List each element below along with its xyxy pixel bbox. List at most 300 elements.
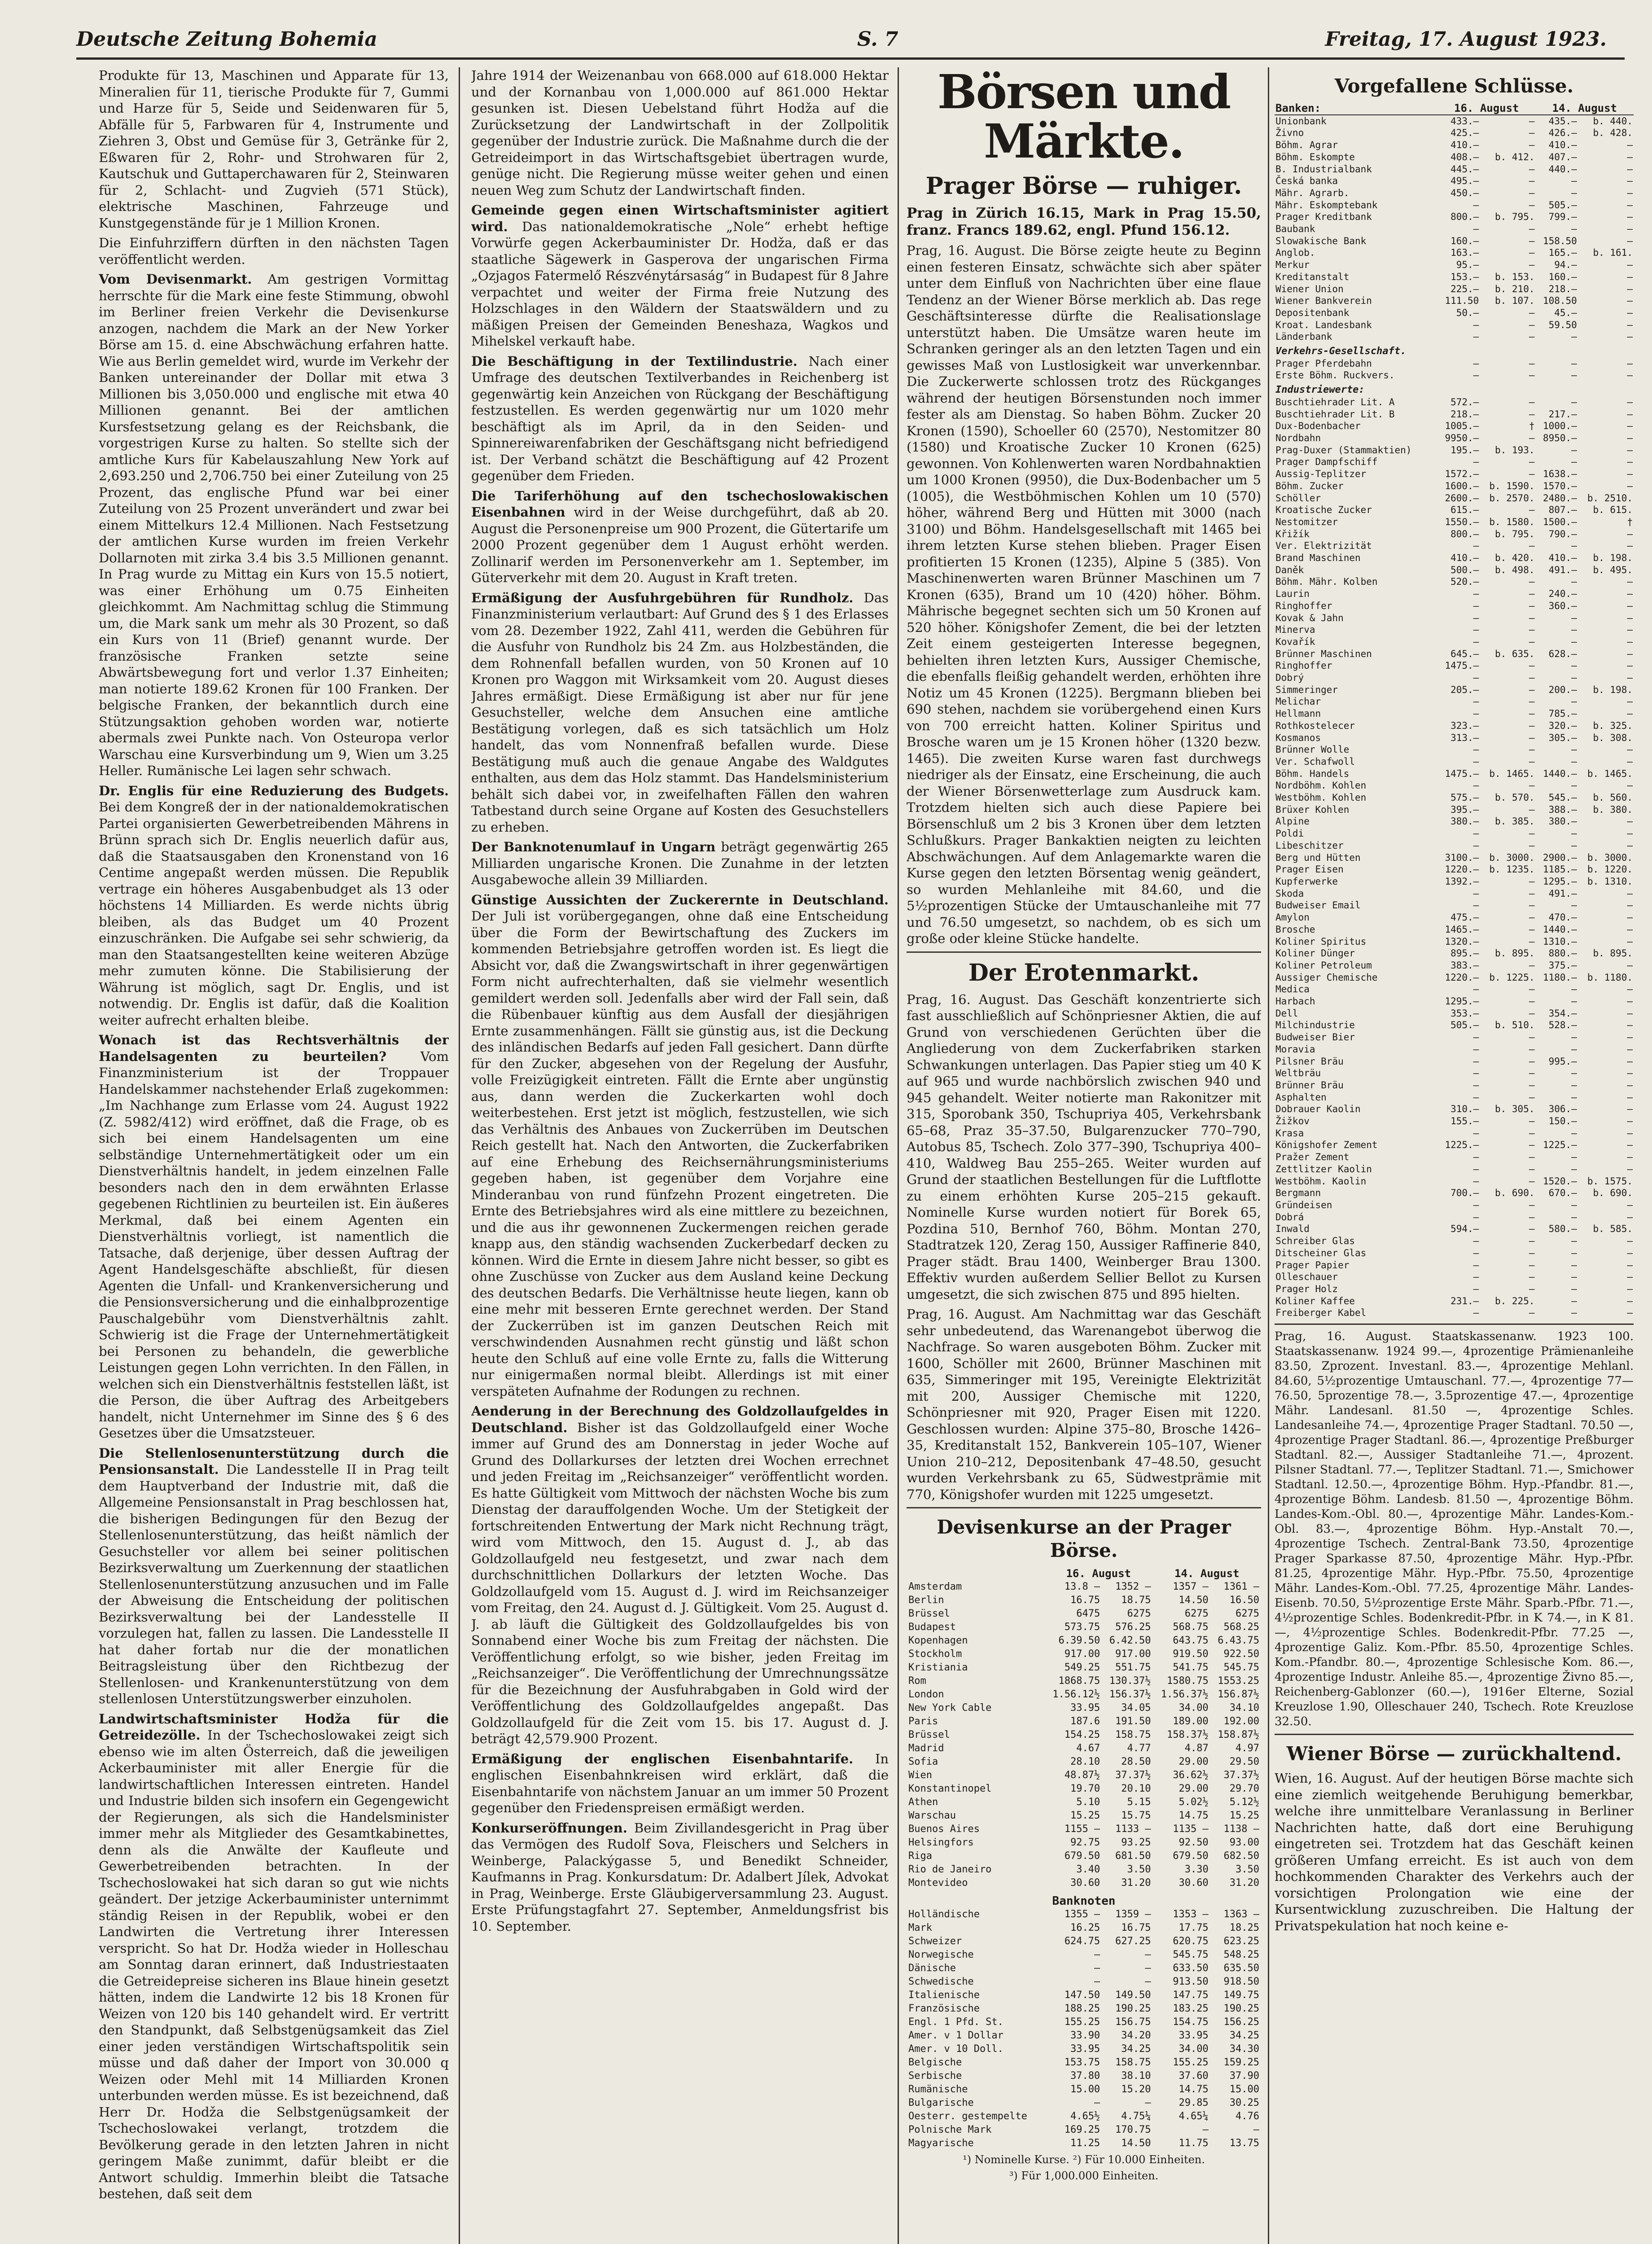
table-row — [1275, 756, 1634, 768]
row-value: 799.— — [1548, 211, 1577, 223]
row-label: Zettlitzer Kaolin — [1275, 1163, 1372, 1175]
row-label: Aussiger Chemische — [1275, 972, 1378, 983]
table-row — [1275, 684, 1634, 696]
row-label: Belgische — [908, 2057, 962, 2068]
row-value: — — [1473, 840, 1479, 851]
table-row — [1275, 1008, 1634, 1020]
row-value: 800.— — [1450, 211, 1479, 223]
row-label: Kristiania — [908, 1662, 968, 1673]
row-value: — — [1627, 224, 1633, 235]
row-label: Prager Pferdebahn — [1275, 358, 1372, 369]
column-3 — [907, 67, 1261, 2244]
row-value: — — [1571, 900, 1577, 911]
table-row — [1275, 815, 1634, 828]
row-label: Depositenbank — [1275, 307, 1350, 318]
row-value: — — [1145, 1963, 1151, 1974]
row-value: — — [1473, 984, 1479, 995]
article-heading: Die Stellenlosenunterstützung durch die Pensionsanstalt. — [99, 1445, 449, 1477]
divider — [907, 951, 1261, 953]
article-heading: Der Banknotenumlauf in Ungarn — [471, 839, 716, 855]
table-row — [1275, 1295, 1634, 1307]
table-row — [907, 1796, 1261, 1809]
row-value: — — [1529, 247, 1535, 259]
row-label: Bergmann — [1275, 1188, 1321, 1199]
row-value: — — [1627, 780, 1633, 791]
row-value: b. 1225. — [1489, 972, 1535, 983]
row-value: 169.25 — [1064, 2124, 1100, 2135]
row-value: b. 495. — [1593, 564, 1633, 575]
table-row — [907, 1935, 1261, 1948]
row-value: — — [1627, 588, 1633, 600]
row-value: 9950.— — [1445, 432, 1479, 443]
row-value: b. 1465. — [1489, 768, 1535, 779]
row-label: Kreditanstalt — [1275, 271, 1350, 282]
table-row — [907, 2083, 1261, 2096]
table-section-row — [1275, 343, 1634, 358]
stock-rows — [1275, 115, 1634, 343]
article-text: Das nationaldemokratische „Nole“ erhebt heftige Vorwürfe gegen Ackerbauminister Dr. Hodža, daß er das staatliche Sägewerk in Gasperova der ungarischen Firma „Ozjagos Fatermelő Részvénytársaság“ in Budapest für 8 Jahre verpachtet und weiter der Firma freie Nutzung des Holzschlages in den Wäldern der Staatswäldern und zu mäßigen Preisen der Gemeinden Beneshaza, Wagkos und Mihelskel verkauft habe. — [471, 219, 889, 349]
row-value: b. 2510. — [1587, 492, 1633, 504]
row-value: 156.37½ — [1109, 1689, 1151, 1700]
table-row — [907, 2016, 1261, 2029]
row-value: 323.— — [1450, 720, 1479, 731]
row-value: — — [1529, 224, 1535, 235]
row-value: 643.75 — [1173, 1635, 1209, 1646]
row-value: 191.50 — [1115, 1716, 1151, 1727]
row-label: Dell — [1275, 1008, 1298, 1019]
row-value: 1138 — — [1223, 1823, 1259, 1835]
row-value: — — [1529, 576, 1535, 587]
row-label: Westböhm. Kohlen — [1275, 792, 1367, 803]
row-value: 1363 — — [1223, 1909, 1259, 1920]
table-row — [1275, 588, 1634, 600]
table-row — [907, 1769, 1261, 1782]
table-row — [907, 1661, 1261, 1674]
row-label: Brand Maschinen — [1275, 552, 1361, 564]
row-value: 130.37½ — [1109, 1675, 1151, 1687]
row-value: — — [1145, 2097, 1151, 2108]
article-heading: Ermäßigung der Ausfuhrgebühren für Rundholz. — [471, 590, 854, 605]
row-value: 34.05 — [1121, 1702, 1151, 1714]
row-value: 995.— — [1548, 1056, 1577, 1067]
table-row — [1275, 408, 1634, 421]
row-value: — — [1473, 1152, 1479, 1163]
table-row — [1275, 780, 1634, 792]
article-headline: Der Erotenmarkt. — [968, 959, 1200, 986]
row-label: Kovařík — [1275, 636, 1315, 647]
article-text: Die Landesstelle II in Prag teilt dem Hauptverband der Industrie mit, daß die Allgemeine Pensionsanstalt in Prag beschlossen hat, die bisherigen Bedingungen für den Bezug der Stellenlosenunterstützung, das heißt nämlich der Gesuchsteller vor allem bei seiner politischen Bezirksverwaltung um Zuerkennung der staatlichen Stellenlosenunterstützung anzusuchen und im Falle der Abweisung die Entscheidung der politischen Bezirksverwaltung bei der Landesstelle II vorzulegen hat, fallen zu lassen. Die Landesstelle II hat daher fortab nur die der monatlichen Beitragsleistung über den Richtbezug der Stellenlosen- und Krankenunterstützung von dem stellenlosen Unterstützungswerber einzuholen. — [99, 1462, 449, 1706]
row-value: — — [1627, 1199, 1633, 1210]
row-label: Moravia — [1275, 1043, 1315, 1055]
row-value: — — [1627, 1079, 1633, 1091]
row-value: — — [1529, 1116, 1535, 1127]
row-value: 1572.— — [1445, 469, 1479, 480]
row-value: 4.76 — [1236, 2111, 1259, 2122]
row-value: — — [1571, 396, 1577, 408]
row-value: — — [1529, 1223, 1535, 1235]
row-value: — — [1627, 984, 1633, 995]
row-label: Rio de Janeiro — [908, 1864, 992, 1875]
row-value: — — [1529, 1032, 1535, 1043]
row-label: Schweizer — [908, 1936, 962, 1947]
row-value: 395.— — [1450, 804, 1479, 815]
row-label: Berg und Hütten — [1275, 852, 1361, 863]
stock-rows — [1275, 358, 1634, 381]
article-headline: Wiener Börse — zurückhaltend. — [1286, 1743, 1622, 1765]
row-value: — — [1627, 456, 1633, 468]
row-value: 470.— — [1548, 912, 1577, 923]
table-row — [1275, 1187, 1634, 1199]
table-row — [1275, 283, 1634, 295]
row-value: 158.37½ — [1166, 1729, 1209, 1740]
row-value: 1155 — — [1064, 1823, 1100, 1835]
row-value: — — [1627, 187, 1633, 198]
row-value: 545.75 — [1223, 1662, 1259, 1673]
row-value: — — [1529, 732, 1535, 743]
row-value: b. 210. — [1494, 283, 1535, 294]
row-value: 92.75 — [1070, 1837, 1100, 1848]
row-value: b. 161. — [1593, 247, 1633, 259]
row-value: — — [1627, 140, 1633, 151]
table-row — [1275, 1259, 1634, 1271]
running-header — [76, 22, 1625, 60]
table-footnote: ¹) Nominelle Kurse. ²) Für 10.000 Einheiten. — [963, 2153, 1205, 2166]
row-value: b. 895. — [1593, 948, 1633, 959]
table-section-row — [1275, 381, 1634, 396]
row-label: Böhm. Eskompte — [1275, 151, 1355, 162]
row-value: 5.15 — [1127, 1797, 1151, 1808]
row-label: Helsingfors — [908, 1837, 974, 1848]
row-value: 313.— — [1450, 732, 1479, 743]
table-section-title: Banknoten — [1052, 1894, 1116, 1908]
row-value: b. 420. — [1494, 552, 1535, 564]
row-value: 310.— — [1450, 1104, 1479, 1115]
table-row — [1275, 1103, 1634, 1115]
row-value: — — [1473, 1211, 1479, 1223]
row-value: — — [1473, 588, 1479, 600]
table-row — [1275, 1043, 1634, 1056]
row-value: 620.75 — [1173, 1936, 1209, 1947]
row-label: Wiener Union — [1275, 283, 1344, 294]
row-label: Kupferwerke — [1275, 876, 1338, 887]
row-value: 410.— — [1548, 552, 1577, 564]
row-value: — — [1627, 295, 1633, 307]
row-value: b. 325. — [1593, 720, 1633, 731]
row-value: — — [1571, 1283, 1577, 1294]
row-value: 48.87½ — [1064, 1770, 1100, 1781]
row-label: Stockholm — [908, 1648, 962, 1660]
row-value: — — [1627, 1295, 1633, 1306]
row-value: — — [1627, 331, 1633, 342]
row-value: b. 428. — [1593, 127, 1633, 139]
row-label: Ver. Schafwoll — [1275, 756, 1355, 767]
row-value: — — [1571, 358, 1577, 369]
row-value: — — [1529, 900, 1535, 911]
row-value: 635.50 — [1223, 1963, 1259, 1974]
row-value: — — [1627, 1307, 1633, 1319]
row-value: 187.6 — [1070, 1716, 1100, 1727]
row-value: — — [1627, 924, 1633, 935]
row-label: Krasa — [1275, 1127, 1304, 1139]
row-label: Oesterr. gestempelte — [908, 2111, 1027, 2122]
row-value: b. 585. — [1593, 1223, 1633, 1235]
article-text: beträgt gegenwärtig 265 Milliarden ungarische Kronen. Die Zunahme in der letzten Ausgabewoche allein 39 Milliarden. — [471, 839, 889, 887]
table-row — [1275, 804, 1634, 816]
row-label: Dux-Bodenbacher — [1275, 421, 1361, 432]
row-value: 375.— — [1548, 960, 1577, 971]
row-value: — — [1529, 996, 1535, 1007]
row-label: Brünner Bräu — [1275, 1079, 1344, 1091]
row-value: — — [1529, 708, 1535, 719]
row-label: Weltbräu — [1275, 1068, 1321, 1079]
row-value: 1357 — — [1173, 1581, 1209, 1592]
row-label: Dobrá — [1275, 1211, 1304, 1223]
row-value: — — [1627, 660, 1633, 671]
row-value: 360.— — [1548, 600, 1577, 611]
row-value: — — [1529, 235, 1535, 246]
row-value: 4.77 — [1127, 1743, 1151, 1754]
row-value: — — [1529, 370, 1535, 381]
row-value: — — [1094, 2097, 1100, 2108]
row-value: 1352 — — [1115, 1581, 1151, 1592]
row-value: — — [1627, 1140, 1633, 1151]
row-value: 34.10 — [1229, 1702, 1259, 1714]
row-value: — — [1627, 816, 1633, 827]
row-value: — — [1627, 636, 1633, 647]
row-label: Koliner Kaffee — [1275, 1295, 1355, 1306]
row-value: — — [1529, 1127, 1535, 1139]
row-value: — — [1529, 660, 1535, 671]
table-row — [1275, 528, 1634, 540]
table-row — [1275, 852, 1634, 864]
row-label: Nestomitzer — [1275, 516, 1338, 527]
row-value: 11.75 — [1179, 2138, 1209, 2149]
row-value: 1570.— — [1542, 480, 1577, 491]
row-value: — — [1473, 1247, 1479, 1258]
row-value: 50.— — [1456, 307, 1479, 318]
row-label: Amer. v 1 Dollar — [908, 2030, 1003, 2041]
row-value: — — [1529, 804, 1535, 815]
row-value: b. 305. — [1494, 1104, 1535, 1115]
row-value: — — [1627, 936, 1633, 947]
row-value: — — [1529, 1140, 1535, 1151]
table-row — [1275, 358, 1634, 370]
table-row — [1275, 600, 1634, 612]
row-value: — — [1473, 224, 1479, 235]
table-row — [1275, 420, 1634, 432]
table-row — [1275, 331, 1634, 343]
row-value: — — [1627, 696, 1633, 707]
table-section-title: Industriewerte: — [1275, 384, 1365, 396]
row-value: — — [1202, 2124, 1209, 2135]
row-value: — — [1529, 1271, 1535, 1283]
table-row — [1275, 696, 1634, 708]
row-value: 45.— — [1554, 307, 1577, 318]
row-label: Merkur — [1275, 259, 1310, 271]
row-value: 92.50 — [1179, 1837, 1209, 1848]
article-heading: Günstige Aussichten der Zuckerernte in Deutschland. — [471, 892, 889, 907]
row-label: Prager Dampfschiff — [1275, 456, 1378, 468]
row-value: 14.50 — [1179, 1595, 1209, 1606]
row-value: b. 1590. — [1489, 480, 1535, 491]
row-value: — — [1627, 1236, 1633, 1247]
row-value: 19.70 — [1070, 1783, 1100, 1794]
table-row — [1275, 319, 1634, 331]
divider — [1275, 1324, 1634, 1325]
table-row — [907, 2123, 1261, 2137]
table-row — [1275, 564, 1634, 576]
row-value: — — [1529, 469, 1535, 480]
table-row — [907, 1621, 1261, 1634]
row-value: 33.90 — [1070, 2030, 1100, 2041]
row-value: 16.25 — [1070, 1922, 1100, 1933]
row-value: — — [1571, 1163, 1577, 1175]
row-value: — — [1529, 504, 1535, 516]
row-value: b. 795. — [1494, 528, 1535, 539]
row-value: — — [1473, 888, 1479, 899]
row-value: — — [1529, 876, 1535, 887]
row-value: 633.50 — [1173, 1963, 1209, 1974]
row-value: 1440.— — [1542, 924, 1577, 935]
row-value: — — [1627, 756, 1633, 767]
row-value: — — [1529, 1259, 1535, 1271]
table-row — [907, 1836, 1261, 1850]
row-value: 1185.— — [1542, 864, 1577, 875]
row-value: — — [1627, 1163, 1633, 1175]
table-row — [1275, 1127, 1634, 1140]
row-value: — — [1529, 984, 1535, 995]
row-value: 3100.— — [1445, 852, 1479, 863]
article-paragraph: Prag, 16. August. Am Nachmittag war das Geschäft sehr unbedeutend, das Warenangebot überwog die Nachfrage. So waren ausgeboten Böhm. Zucker mit 1600, Schöller mit 2600, Brünner Maschinen mit 635, Simmeringer mit 195, Vereinigte Elektrizität mit 200, Aussiger Chemische mit 1220, Schönpriesner mit 920, Prager Eisen mit 1220. Geschlossen wurden: Alpine 375–80, Brosche 1426–35, Kreditanstalt 152, Bankverein 105–107, Wiener Union 210–212, Depositenbank 47–48.50, gesucht wurden Verkehrsbank zu 65, Südwestprämie mit 770, Königshofer wurden mit 1225 umgesetzt. — [907, 1306, 1261, 1502]
row-value: — — [1529, 1079, 1535, 1091]
article-text: Bisher ist das Goldzollaufgeld einer Woche immer auf Grund des am Donnerstag in jeder Woche auf Grund des Dollarkurses der letzten drei Wochen errechnet und jeden Freitag im „Reichsanzeiger“ veröffentlicht worden. Es hatte Gültigkeit vom Mittwoch der nächsten Woche bis zum Dienstag der darauffolgenden Woche. Um der Stetigkeit der fortschreitenden Entwertung der Mark nicht Rechnung trägt, wird vom Mittwoch, den 15. August d. J., ab das Goldzollaufgeld neu festgesetzt, und zwar nach dem durchschnittlichen Dollarkurs der letzten Woche. Das Goldzollaufgeld vom 15. August d. J. wird im Reichsanzeiger vom Freitag, den 24. August d. J. Gültigkeit. Vom 25. August d. J. ab läuft die Gültigkeit des Goldzollaufgeldes bis von Sonnabend einer Woche bis zum Freitag der nächsten. Die Veröffentlichung erfolgt, so wie bisher, jeden Freitag im „Reichsanzeiger“. Die Veröffentlichung der Umrechnungssätze für die Bezeichnung der Ausfuhrabgaben in Gold wird der Veröffentlichung des Goldzollaufgeldes angepaßt. Das Goldzollaufgeld für die Zeit vom 15. bis 17. August d. J. beträgt 42,579.900 Prozent. — [471, 1420, 889, 1746]
row-value: — — [1627, 469, 1633, 480]
table-row — [1275, 247, 1634, 259]
article-paragraph: Produkte für 13, Maschinen und Apparate für 13, Mineralien für 11, tierische Produkte für 7, Gummi und Harze für 5, Seide und Seidenwaren für 5, Abfälle für 5, Farbwaren für 4, Instrumente und Ziehren 3, Obst und Gemüse für 3, Getränke für 2, Eßwaren für 2, Rohr- und Strohwaren für 2, Kautschuk und Guttaperchawaren für 2, Steinwaren für 2, Schlacht- und Zugvieh (571 Stück), elektrische Maschinen, Fahrzeuge und Kunstgegenstände für je 1 Million Kronen. — [99, 68, 449, 231]
table-row — [907, 1648, 1261, 1661]
row-value: — — [1473, 1307, 1479, 1319]
row-value: — — [1529, 624, 1535, 636]
table-row — [1275, 912, 1634, 924]
row-label: Olleschauer — [1275, 1271, 1338, 1283]
row-value: 16.50 — [1229, 1595, 1259, 1606]
row-value: 158.50 — [1542, 235, 1577, 246]
row-value: — — [1627, 480, 1633, 491]
row-label: Asphalten — [1275, 1091, 1327, 1103]
row-label: Harbach — [1275, 996, 1315, 1007]
table-row — [1275, 235, 1634, 247]
row-value: 94.— — [1554, 259, 1577, 271]
row-value: — — [1627, 1043, 1633, 1055]
row-value: — — [1529, 1068, 1535, 1079]
row-value: 800.— — [1450, 528, 1479, 539]
row-value: — — [1529, 684, 1535, 695]
row-value: — — [1627, 259, 1633, 271]
table-row — [907, 1921, 1261, 1935]
row-value: 520.— — [1450, 576, 1479, 587]
table-row — [907, 1701, 1261, 1715]
row-value: — — [1571, 1236, 1577, 1247]
table-row — [1275, 1163, 1634, 1175]
row-value: 18.25 — [1229, 1922, 1259, 1933]
table-row — [907, 1975, 1261, 1989]
row-value: 1600.— — [1445, 480, 1479, 491]
row-label: Kovak & Jahn — [1275, 612, 1344, 623]
row-value: — — [1473, 600, 1479, 611]
row-value: — — [1627, 1008, 1633, 1019]
row-value: — — [1529, 115, 1535, 127]
row-value: — — [1627, 744, 1633, 755]
row-value: — — [1529, 331, 1535, 342]
row-value: b. 560. — [1593, 792, 1633, 803]
table-row — [1275, 115, 1634, 127]
divider — [1275, 1734, 1634, 1735]
row-value: — — [1529, 828, 1535, 839]
row-value: — — [1627, 319, 1633, 330]
row-value: 435.— — [1548, 115, 1577, 127]
row-value: 682.50 — [1223, 1850, 1259, 1862]
row-value: 156.87½ — [1218, 1689, 1259, 1700]
table-row — [1275, 1079, 1634, 1091]
row-label: Länderbank — [1275, 331, 1332, 342]
article-lead: Prag in Zürich 16.15, Mark in Prag 15.50, franz. Francs 189.62, engl. Pfund 156.12. — [907, 205, 1261, 238]
row-value: 320.— — [1548, 720, 1577, 731]
row-value: — — [1529, 432, 1535, 443]
article-heading: Die Beschäftigung in der Textilindustrie. — [471, 353, 798, 369]
table-row — [1275, 1247, 1634, 1259]
row-label: Pilsner Bräu — [1275, 1056, 1344, 1067]
article-text: Beim Zivillandesgericht in Prag über das Vermögen des Rudolf Sova, Fleischers und Selchers in Weinberge, Palackýgasse 5, und Benedikt Schneider, Kaufmanns in Prag. Konkursdatum: Dr. Adalbert Jílek, Advokat in Prag, Weinberge. Erste Gläubigerversammlung 23. August. Erste Prüfungstagfahrt 27. September, Anmeldungsfrist bis 10. September. — [471, 1820, 889, 1934]
table-row — [1275, 792, 1634, 804]
row-value: 491.— — [1548, 564, 1577, 575]
row-label: Prager Eisen — [1275, 864, 1344, 875]
table-row — [1275, 995, 1634, 1008]
row-label: Amer. v 10 Doll. — [908, 2043, 1003, 2055]
row-label: Kopenhagen — [908, 1635, 968, 1646]
row-value: — — [1571, 1199, 1577, 1210]
row-value: 1135 — — [1173, 1823, 1209, 1835]
article-text: Nach einer Umfrage des deutschen Textilverbandes in Reichenberg ist gegenwärtig kein Anzeichen von Rückgang der Beschäftigung festzustellen. Es werden gegenwärtig nur um 1020 mehr beschäftigt als im April, da in den Seiden- und Spinnereiwarenfabriken der Geschäftsgang nicht befriedigend ist. Der Verband schätzt die Beschäftigung auf 42 Prozent gegenüber dem Frieden. — [471, 353, 889, 483]
row-value: 37.37½ — [1223, 1770, 1259, 1781]
row-value: — — [1529, 600, 1535, 611]
row-value: 18.75 — [1121, 1595, 1151, 1606]
table-row — [1275, 163, 1634, 175]
article-heading: Die Tariferhöhung auf den tschechoslowakischen Eisenbahnen — [471, 488, 889, 520]
row-value: b. 895. — [1494, 948, 1535, 959]
row-value: — — [1571, 370, 1577, 381]
table-row — [1275, 840, 1634, 852]
article-paragraph — [99, 1032, 449, 1442]
row-value: 645.— — [1450, 648, 1479, 659]
row-value: — — [1473, 612, 1479, 623]
table-row — [1275, 369, 1634, 381]
article-heading: Aenderung in der Berechnung des Goldzollaufgeldes in Deutschland. — [471, 1403, 889, 1435]
table-header-cell: Banken: — [1275, 102, 1437, 115]
table-row — [1275, 1235, 1634, 1247]
row-value: 2480.— — [1542, 492, 1577, 504]
table-footnote: ³) Für 1,000.000 Einheiten. — [1009, 2169, 1159, 2182]
row-value: 183.25 — [1173, 2003, 1209, 2014]
article-paragraph: Prag, 16. August. Die Börse zeigte heute zu Beginn einen festeren Einsatz, schwächte sich aber später unter dem Einfluß von Nachrichten über eine flaue Tendenz an der Wiener Börse merklich ab. Das rege Geschäftsinteresse dürfte die Realisationslage unterstützt haben. Die Umsätze waren heute im Schranken geringer als an den letzten Tagen und ein gewisses Maß von Lustlosigkeit war unverkennbar. Die Zuckerwerte schlossen trotz des Rückganges während der heutigen Börsenstunden noch immer fester als am Dienstag. So haben Böhm. Zucker 20 Kronen (1590), Schoeller 60 (2570), Nestomitzer 80 (1580) und Kroatische Zucker 10 Kronen (625) gewonnen. Von Kohlenwerten waren Nordbahnaktien um 1000 Kronen (9950), die Dux-Bodenbacher um 5 (1005), die Westböhmischen Kohlen um 10 (570) höher, während Berg und Hütten mit 3000 (nach 3100) und Böhm. Handelsgesellschaft mit 1465 bei ihrem letzten Kurse stehen blieben. Prager Eisen profitierten 15 Kronen (1235), Alpine 5 (385). Von Maschinenwerten waren Brünner Maschinen um 7 Kronen (635), Brand um 10 (420) höher. Böhm. Mährische begegnet sechten sich um 50 Kronen auf 520 höher. Königshofer Zement, die bei der letzten Zeit einem gesteigerten Interesse begegnen, behielten ihren letzten Kurs, Aussiger Chemische, die ebenfalls fleißig gehandelt werden, erhöhten ihre Notiz um 45 Kronen (1225). Bergmann blieben bei 690 stehen, nachdem sie vorübergehend einen Kurs von 700 erreicht hatten. Koliner Spiritus und Brosche waren um je 15 Kronen höher (1320 bezw. 1465). Die zweiten Kurse waren fast durchwegs niedriger als der Einsatz, eine Erscheinung, die auch der Wiener Börsenwetterlage zum Ausdruck kam. Trotzdem hielten sich auch diese Papiere bei Börsenschluß um 2 bis 3 Kronen über dem letzten Schlußkurs. Prager Bankaktien neigten zu leichten Abschwächungen. Auf dem Anlagemarkte waren die Kurse gegen den letzten Börsentag wenig geändert, so wurden Mehlanleihe mit 84.60, und die 5½prozentigen Stücke der Umtauschanleihe mit 77 und 76.50 umgesetzt, so nachdem, ob es sich um große oder kleine Stücke handelte. — [907, 243, 1261, 946]
article-heading: Konkurseröffnungen. — [471, 1820, 627, 1836]
row-value: — — [1571, 1043, 1577, 1055]
row-value: — — [1571, 696, 1577, 707]
table-row — [1275, 211, 1634, 223]
table-row — [1275, 576, 1634, 588]
row-value: 29.50 — [1229, 1756, 1259, 1767]
table-header-cell: 16. August — [1066, 1567, 1131, 1580]
row-value: — — [1473, 1068, 1479, 1079]
